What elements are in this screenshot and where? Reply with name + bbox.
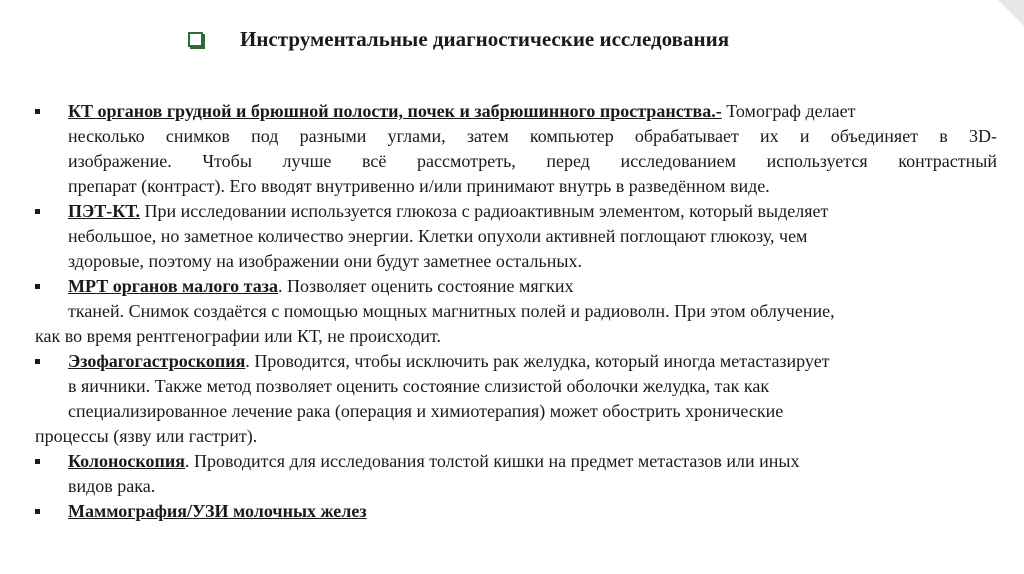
item-text-line: видов рака. bbox=[68, 476, 156, 496]
square-bullet-icon bbox=[35, 509, 40, 514]
list-item-pet-ct bbox=[35, 199, 997, 274]
item-text-line: небольшое, но заметное количество энергии. Клетки опухоли активней поглощают глюкозу, чем bbox=[68, 226, 808, 246]
item-text-line: специализированное лечение рака (операция и химиотерапия) может обострить хронические bbox=[68, 401, 784, 421]
list-item-colonoscopy bbox=[35, 449, 997, 499]
item-text-line: процессы (язву или гастрит). bbox=[35, 426, 258, 446]
item-text-line: . Позволяет оценить состояние мягких bbox=[277, 276, 574, 296]
slide-title bbox=[188, 27, 888, 57]
square-bullet-icon bbox=[35, 359, 40, 364]
item-term: Эзофагогастроскопия bbox=[68, 351, 246, 371]
item-term: Колоноскопия bbox=[68, 451, 185, 471]
item-text-line: При исследовании используется глюкоза с радиоактивным элементом, который выделяет bbox=[139, 201, 829, 221]
list-item-mammography bbox=[35, 499, 997, 524]
item-term: КТ органов грудной и брюшной полости, почек и забрюшинного пространства bbox=[68, 101, 712, 121]
square-bullet-icon bbox=[35, 284, 40, 289]
item-term: МРТ органов малого таза bbox=[68, 276, 278, 296]
corner-decoration bbox=[998, 0, 1024, 26]
item-text-line: как во время рентгенографии или КТ, не происходит. bbox=[35, 326, 441, 346]
item-text-line: в яичники. Также метод позволяет оценить состояние слизистой оболочки желудка, так как bbox=[68, 376, 770, 396]
item-term: Маммография/УЗИ молочных желез bbox=[68, 501, 367, 521]
title-text: Инструментальные диагностические исследования bbox=[240, 27, 730, 51]
item-text-line: Томограф делает bbox=[721, 101, 856, 121]
item-text-line: изображение. Чтобы лучше всё рассмотреть, перед исследованием используется контрастный bbox=[68, 151, 997, 171]
item-text-line: тканей. Снимок создаётся с помощью мощных магнитных полей и радиоволн. При этом облучение, bbox=[68, 301, 835, 321]
checkbox-bullet-icon bbox=[188, 32, 203, 47]
item-term-sep: .- bbox=[711, 101, 722, 121]
bullet-list bbox=[35, 99, 997, 524]
square-bullet-icon bbox=[35, 109, 40, 114]
item-text-line: препарат (контраст). Его вводят внутривенно и/или принимают внутрь в разведённом виде. bbox=[68, 176, 770, 196]
square-bullet-icon bbox=[35, 459, 40, 464]
list-item-egds bbox=[35, 349, 997, 449]
list-item-ct bbox=[35, 99, 997, 199]
item-text-line: . Проводится, чтобы исключить рак желудка, который иногда метастазирует bbox=[245, 351, 830, 371]
item-text-line: . Проводится для исследования толстой кишки на предмет метастазов или иных bbox=[185, 451, 800, 471]
item-text-line: здоровые, поэтому на изображении они будут заметнее остальных. bbox=[68, 251, 582, 271]
item-term: ПЭТ-КТ. bbox=[68, 201, 140, 221]
item-text-line: несколько снимков под разными углами, затем компьютер обрабатывает их и объединяет в 3D- bbox=[68, 126, 997, 146]
list-item-mri bbox=[35, 274, 997, 349]
square-bullet-icon bbox=[35, 209, 40, 214]
